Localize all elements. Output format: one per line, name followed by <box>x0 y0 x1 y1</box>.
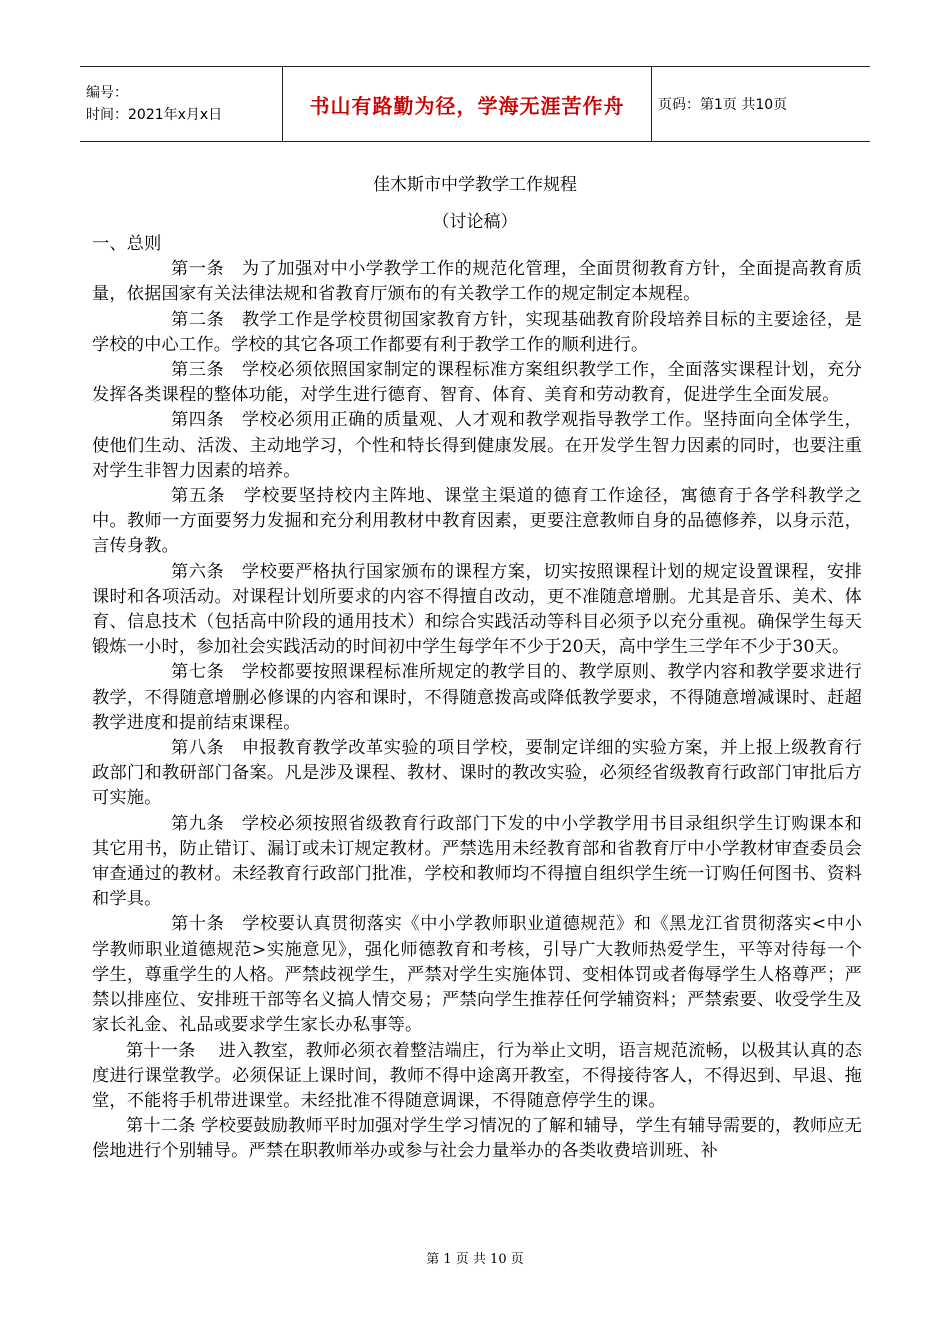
header-motto: 书山有路勤为径，学海无涯苦作舟 <box>309 93 625 118</box>
article-paragraph: 第十二条 学校要鼓励教师平时加强对学生学习情况的了解和辅导，学生有辅导需要的，教师应无偿地进行个别辅导。严禁在职教师举办或参与社会力量举办的各类收费培训班、补 <box>92 1116 862 1162</box>
header-table <box>80 66 870 142</box>
article-paragraph: 第四条 学校必须用正确的质量观、人才观和教学观指导教学工作。坚持面向全体学生，使他们生动、活泼、主动地学习，个性和特长得到健康发展。在开发学生智力因素的同时，也要注重对学生非智力因素的培养。 <box>92 410 862 481</box>
article-paragraph: 第二条 教学工作是学校贯彻国家教育方针，实现基础教育阶段培养目标的主要途径，是学校的中心工作。学校的其它各项工作都要有利于教学工作的顺利进行。 <box>92 309 862 355</box>
article-paragraph: 第八条 申报教育教学改革实验的项目学校，要制定详细的实验方案，并上报上级教育行政部门和教研部门备案。凡是涉及课程、教材、课时的教改实验，必须经省级教育行政部门审批后方可实施。 <box>92 738 862 809</box>
document-number-label: 编号： <box>86 85 128 101</box>
article-paragraph: 第三条 学校必须依照国家制定的课程标准方案组织教学工作，全面落实课程计划，充分发挥各类课程的整体功能，对学生进行德育、智育、体育、美育和劳动教育，促进学生全面发展。 <box>92 360 862 406</box>
header-page-info: 页码：第1页 共10页 <box>658 97 788 113</box>
article-paragraph: 第九条 学校必须按照省级教育行政部门下发的中小学教学用书目录组织学生订购课本和其它用书，防止错订、漏订或未订规定教材。严禁选用未经教育部和省教育厅中小学教材审查委员会审查通过的教材。未经教育行政部门批准，学校和教师均不得擅自组织学生统一订购任何图书、资料和学具。 <box>92 813 862 910</box>
article-paragraph: 第十一条 进入教室，教师必须衣着整洁端庄，行为举止文明，语言规范流畅，以极其认真的态度进行课堂教学。必须保证上课时间，教师不得中途离开教室，不得接待客人，不得迟到、早退、拖堂，不能将手机带进课堂。未经批准不得随意调课，不得随意停学生的课。 <box>92 1040 862 1111</box>
article-paragraph: 第一条 为了加强对中小学教学工作的规范化管理，全面贯彻教育方针，全面提高教育质量，依据国家有关法律法规和省教育厅颁布的有关教学工作的规定制定本规程。 <box>92 259 862 305</box>
page-footer: 第 1 页 共 10 页 <box>426 1252 524 1267</box>
section-heading: 一、总则 <box>92 234 162 254</box>
header-motto-cell <box>283 67 652 142</box>
article-paragraph: 第十条 学校要认真贯彻落实《中小学教师职业道德规范》和《黑龙江省贯彻落实<中小学教师职业道德规范>实施意见》，强化师德教育和考核，引导广大教师热爱学生，平等对待每一个学生，尊重学生的人格。严禁歧视学生，严禁对学生实施体罚、变相体罚或者侮辱学生人格尊严；严禁以排座位、安排班干部等名义搞人情交易；严禁向学生推荐任何学辅资料；严禁索要、收受学生及家长礼金、礼品或要求学生家长办私事等。 <box>92 914 862 1036</box>
article-paragraph: 第六条 学校要严格执行国家颁布的课程方案，切实按照课程计划的规定设置课程，安排课时和各项活动。对课程计划所要求的内容不得擅自改动，更不准随意增删。尤其是音乐、美术、体育、信息技术（包括高中阶段的通用技术）和综合实践活动等科目必须予以充分重视。确保学生每天锻炼一小时，参加社会实践活动的时间初中学生每学年不少于20天，高中学生三学年不少于30天。 <box>92 561 862 658</box>
article-paragraph: 第五条 学校要坚持校内主阵地、课堂主渠道的德育工作途径，寓德育于各学科教学之中。教师一方面要努力发掘和充分利用教材中教育因素，更要注意教师自身的品德修养，以身示范，言传身教。 <box>92 486 862 557</box>
header-left-cell <box>80 67 283 142</box>
document-title: 佳木斯市中学教学工作规程 <box>373 175 577 195</box>
document-body <box>92 232 862 1165</box>
header-page-info-cell <box>652 67 871 142</box>
document-time-label: 时间：2021年x月x日 <box>86 107 223 123</box>
document-subtitle: （讨论稿） <box>432 212 518 232</box>
article-paragraph: 第七条 学校都要按照课程标准所规定的教学目的、教学原则、教学内容和教学要求进行教学，不得随意增删必修课的内容和课时，不得随意拨高或降低教学要求，不得随意增减课时、赶超教学进度和提前结束课程。 <box>92 662 862 733</box>
